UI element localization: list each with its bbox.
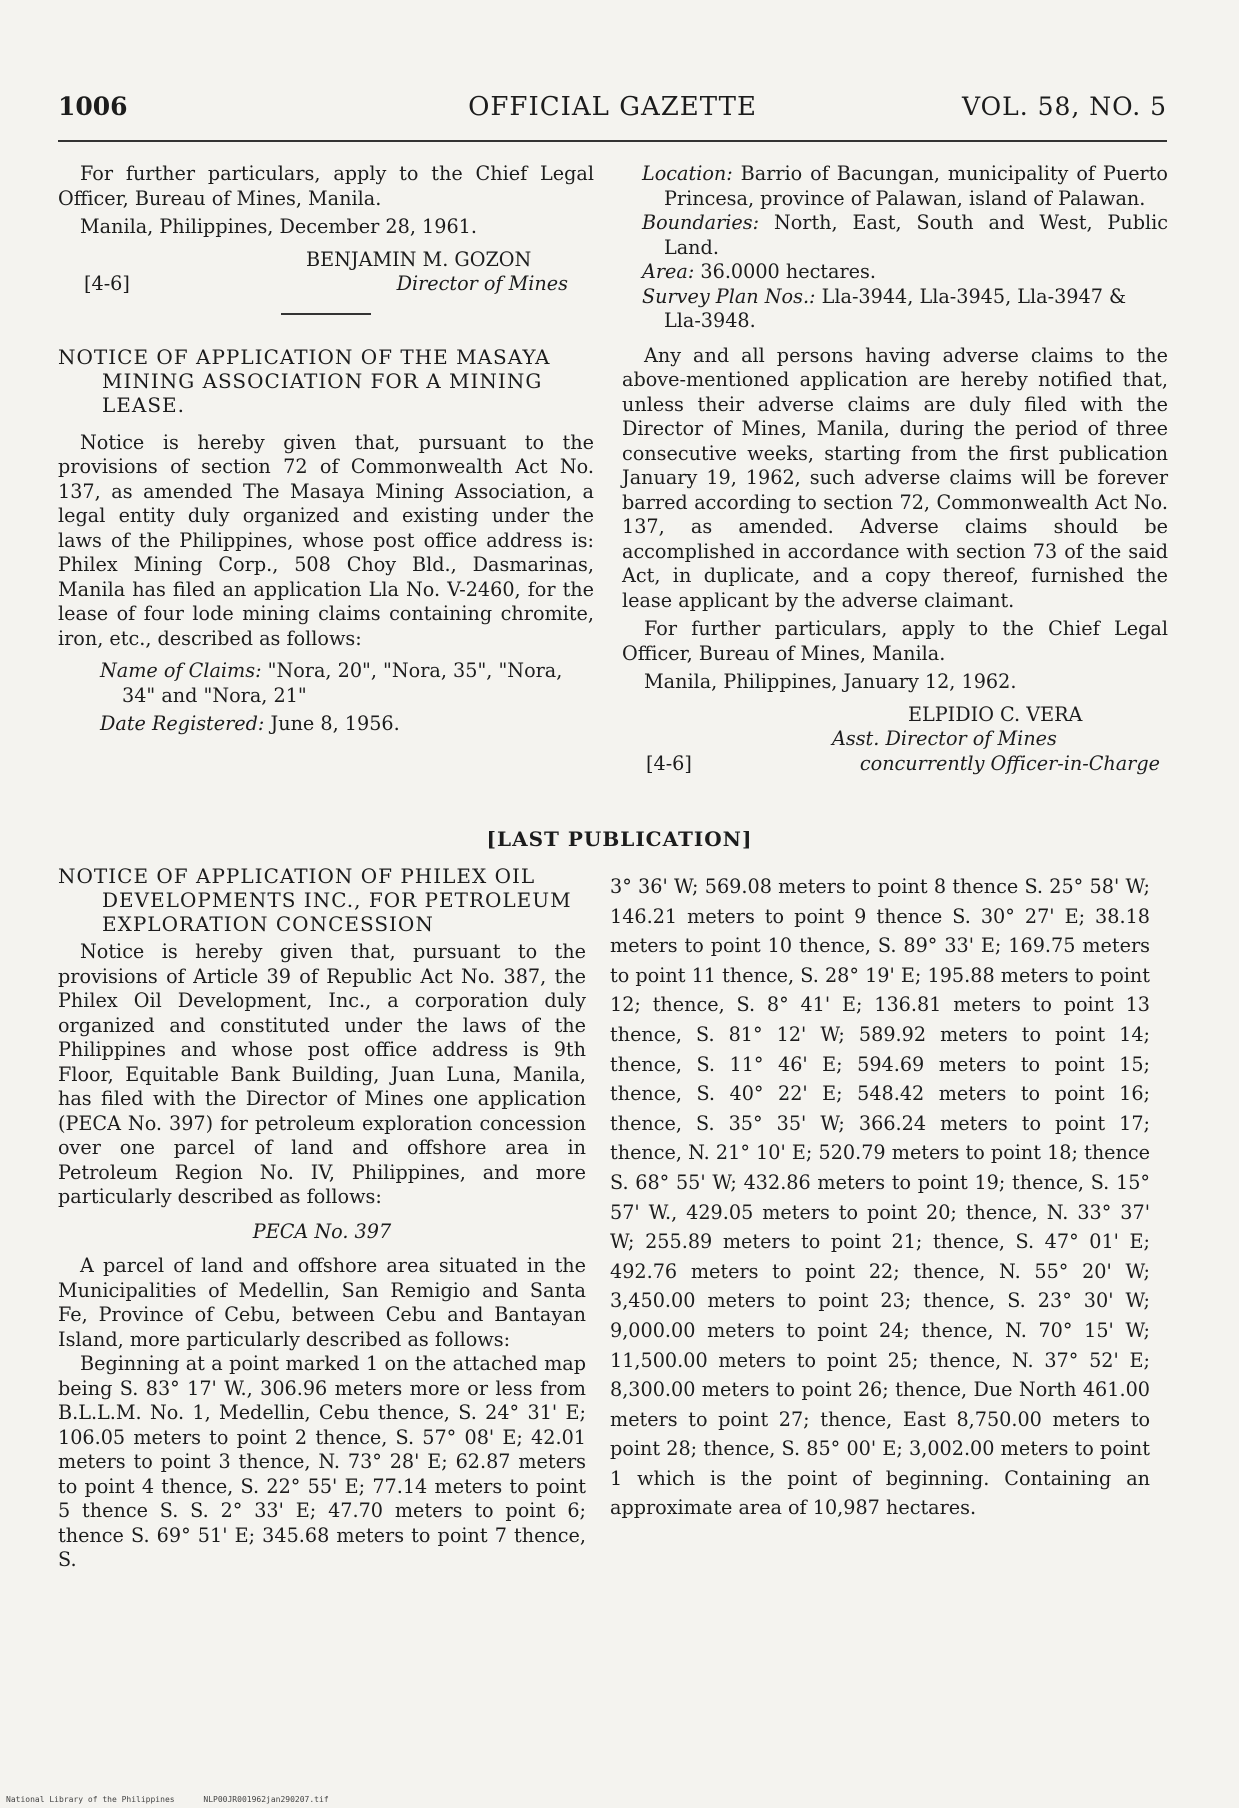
survey-plan-label: Survey Plan Nos.: (642, 284, 816, 308)
boundaries-value: North, East, South and West, Public Land. (664, 211, 1168, 259)
signature-row (58, 272, 594, 297)
boundaries-label: Boundaries: (642, 211, 760, 234)
masaya-dateline: Manila, Philippines, January 12, 1962. (644, 670, 1017, 693)
area-value: 36.0000 hectares. (700, 260, 876, 283)
technical-description-right: 3° 36' W; 569.08 meters to point 8 thence S. 25° 58' W; 146.21 meters to point 9 thence S. 30° 27' E; 38.18 meters to point 10 thence, S. 89° 33' E; 169.75 meters to point 11 thence, S. 28° 19' E; 195.88 meters to point 12; thence, S. 8° 41' E; 136.81 meters to point 13 thence, S. 81° 12' W; 589.92 meters to point 14; thence, S. 11° 46' E; 594.69 meters to point 15; thence, S. 40° 22' E; 548.42 meters to point 16; thence, S. 35° 35' W; 366.24 meters to point 17; thence, N. 21° 10' E; 520.79 meters to point 18; thence S. 68° 55' W; 432.86 meters to point 19; thence, S. 15° 57' W., 429.05 meters to point 20; thence, N. 33° 37' W; 255.89 meters to point 21; thence, S. 47° 01' E; 492.76 meters to point 22; thence, N. 55° 20' W; 3,450.00 meters to point 23; thence, S. 23° 30' W; 9,000.00 meters to point 24; thence, N. 70° 15' W; 11,500.00 meters to point 25; thence, N. 37° 52' E; 8,300.00 meters to point 26; thence, Due North 461.00 meters to point 27; thence, East 8,750.00 meters to point 28; thence, S. 85° 00' E; 3,002.00 meters to point 1 which is the point of beginning. Containing an approximate area of 10,987 hectares. (610, 875, 1150, 1520)
left-column-bottom (58, 864, 586, 1573)
area-line (642, 260, 1168, 285)
masaya-issue-reference: [4-6] (646, 751, 692, 775)
survey-plan-value: Lla-3944, Lla-3945, Lla-3947 & Lla-3948. (664, 284, 1127, 332)
masaya-signatory-name: ELPIDIO C. VERA (908, 702, 1083, 726)
masaya-notice-body: Notice is hereby given that, pursuant to the provisions of section 72 of Commonwealth Act No. 137, as amended The Masaya Mining Association, a legal entity duly organized and existing under the laws of the Philippines, whose post office address is: Philex Mining Corp., 508 Choy Bld., Dasmarinas, Manila has filed an application Lla No. V-2460, for the lease of four lode mining claims containing chromite, iron, etc., described as follows: (58, 430, 594, 650)
scan-filename: NLP00JR001962jan290207.tif (203, 1795, 329, 1804)
signatory-name: BENJAMIN M. GOZON (306, 247, 532, 271)
philex-notice-title: NOTICE OF APPLICATION OF PHILEX OIL DEVELOPMENTS INC., FOR PETROLEUM EXPLORATION CONCESSION (58, 864, 572, 936)
technical-description-left: Beginning at a point marked 1 on the attached map being S. 83° 17' W., 306.96 meters more or less from B.L.L.M. No. 1, Medellin, Cebu thence, S. 24° 31' E; 106.05 meters to point 2 thence, S. 57° 08' E; 42.01 meters to point 3 thence, N. 73° 28' E; 62.87 meters to point 4 thence, S. 22° 55' E; 77.14 meters to point 5 thence S. S. 2° 33' E; 47.70 meters to point 6; thence S. 69° 51' E; 345.68 meters to point 7 thence, S. (58, 1352, 586, 1571)
scan-footer (6, 1795, 353, 1804)
masaya-signature-row (622, 752, 1168, 777)
location-label: Location: (642, 162, 733, 185)
adverse-claims-text: Any and all persons having adverse claims to the above-mentioned application are hereby notified that, unless their adverse claims are duly filed with the Director of Mines, Manila, during the period of three consecutive weeks, starting from the first publication January 19, 1962, such adverse claims will be forever barred according to section 72, Commonwealth Act No. 137, as amended. Adverse claims should be accomplished in accordance with section 73 of the said Act, in duplicate, and a copy thereof, furnished the lease applicant by the adverse claimant. (622, 343, 1168, 612)
further-particulars: For further particulars, apply to the Chief Legal Officer, Bureau of Mines, Manila. (58, 162, 594, 210)
last-publication-label: [LAST PUBLICATION] (486, 827, 753, 851)
date-registered-value: June 8, 1956. (270, 712, 400, 735)
survey-plan-line (642, 285, 1168, 334)
masaya-notice-title: NOTICE OF APPLICATION OF THE MASAYA MINING ASSOCIATION FOR A MINING LEASE. (58, 344, 551, 417)
philex-notice-body: Notice is hereby given that, pursuant to the provisions of Article 39 of Republic Act No. 387, the Philex Oil Development, Inc., a corporation duly organized and constituted under the laws of the Philippines and whose post office address is 9th Floor, Equitable Bank Building, Juan Luna, Manila, has filed with the Director of Mines one application (PECA No. 397) for petroleum exploration concession over one parcel of land and offshore area in Petroleum Region No. IV, Philippines, and more particularly described as follows: (58, 940, 586, 1208)
issue-reference: [4-6] (84, 272, 130, 295)
date-registered-line (100, 712, 594, 737)
page-header (58, 92, 1167, 126)
section-separator (281, 313, 371, 315)
signatory-title: Director of Mines (396, 272, 568, 295)
masaya-signatory-title: Asst. Director of Mines (832, 727, 1057, 750)
parcel-description: A parcel of land and offshore area situated in the Municipalities of Medellin, San Remigio and Santa Fe, Province of Cebu, between Cebu and Bantayan Island, more particularly described as follows: (58, 1254, 586, 1351)
claims-value: "Nora, 20", "Nora, 35", "Nora, 34" and "Nora, 21" (122, 659, 563, 707)
page-number: 1006 (58, 92, 128, 121)
volume-number: VOL. 58, NO. 5 (961, 92, 1167, 121)
dateline: Manila, Philippines, December 28, 1961. (80, 215, 477, 238)
location-line (642, 162, 1168, 211)
claims-line (100, 659, 594, 708)
area-label: Area: (642, 260, 695, 283)
right-column-bottom (610, 872, 1150, 1523)
masaya-further-particulars: For further particulars, apply to the Chief Legal Officer, Bureau of Mines, Manila. (622, 617, 1168, 665)
left-column-top (58, 162, 594, 737)
publication-title: OFFICIAL GAZETTE (468, 92, 757, 122)
right-column-top (622, 162, 1168, 776)
header-rule (58, 140, 1167, 142)
boundaries-line (642, 211, 1168, 260)
date-registered-label: Date Registered: (100, 712, 265, 735)
library-credit: National Library of the Philippines (6, 1795, 175, 1804)
location-value: Barrio of Bacungan, municipality of Puerto Princesa, province of Palawan, island of Palawan. (664, 162, 1168, 210)
peca-heading: PECA No. 397 (252, 1219, 392, 1243)
masaya-signatory-title-2: concurrently Officer-in-Charge (859, 751, 1160, 775)
claims-label: Name of Claims: (100, 659, 262, 682)
